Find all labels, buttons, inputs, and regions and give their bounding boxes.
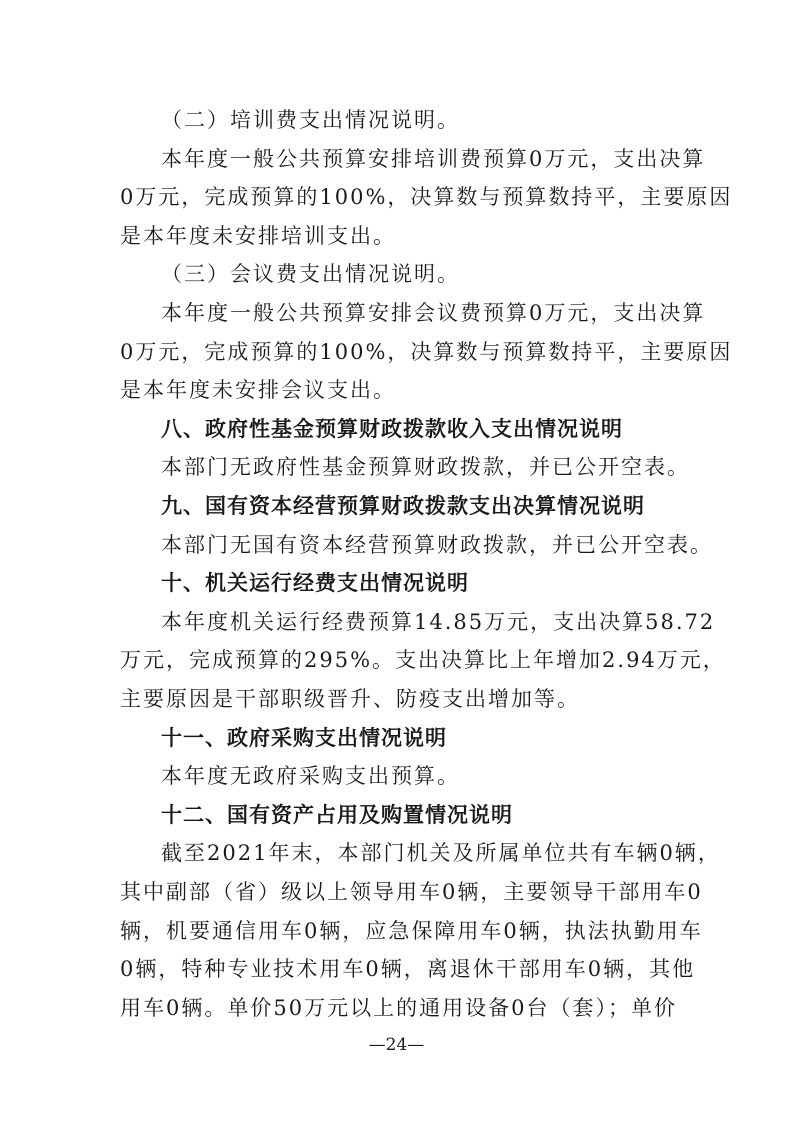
section-heading-9: 九、国有资本经营预算财政拨款支出决算情况说明 (161, 494, 645, 518)
sub-heading-training: （二）培训费支出情况说明。 (161, 108, 460, 132)
paragraph-line: 用车0辆。单价50万元以上的通用设备0台（套）；单价 (120, 996, 677, 1020)
section-heading-12: 十二、国有资产占用及购置情况说明 (161, 803, 513, 827)
section-heading-10: 十、机关运行经费支出情况说明 (161, 571, 469, 595)
paragraph-line: 0辆，特种专业技术用车0辆，离退休干部用车0辆，其他 (120, 957, 696, 981)
paragraph-line: 是本年度未安排培训支出。 (120, 224, 396, 248)
paragraph-line: 截至2021年末，本部门机关及所属单位共有车辆0辆， (161, 841, 721, 865)
paragraph-line: 本部门无政府性基金预算财政拨款，并已公开空表。 (161, 455, 690, 479)
paragraph-line: 0万元，完成预算的100%，决算数与预算数持平，主要原因 (120, 340, 733, 364)
page-number: —24— (368, 1035, 425, 1055)
sub-heading-meeting: （三）会议费支出情况说明。 (161, 262, 460, 286)
paragraph-line: 主要原因是干部职级晋升、防疫支出增加等。 (120, 687, 580, 711)
paragraph-line: 万元，完成预算的295%。支出决算比上年增加2.94万元， (120, 648, 726, 672)
paragraph-line: 0万元，完成预算的100%，决算数与预算数持平，主要原因 (120, 185, 733, 209)
section-heading-8: 八、政府性基金预算财政拨款收入支出情况说明 (161, 417, 623, 441)
paragraph-line: 其中副部（省）级以上领导用车0辆，主要领导干部用车0 (120, 880, 703, 904)
paragraph-line: 本部门无国有资本经营预算财政拨款，并已公开空表。 (161, 533, 713, 557)
paragraph-line: 本年度机关运行经费预算14.85万元，支出决算58.72 (161, 610, 716, 634)
paragraph-line: 辆，机要通信用车0辆，应急保障用车0辆，执法执勤用车 (120, 919, 703, 943)
paragraph-line: 本年度无政府采购支出预算。 (161, 764, 460, 788)
paragraph-line: 本年度一般公共预算安排会议费预算0万元，支出决算 (161, 301, 706, 325)
paragraph-line: 本年度一般公共预算安排培训费预算0万元，支出决算 (161, 147, 706, 171)
section-heading-11: 十一、政府采购支出情况说明 (161, 726, 447, 750)
paragraph-line: 是本年度未安排会议支出。 (120, 378, 396, 402)
